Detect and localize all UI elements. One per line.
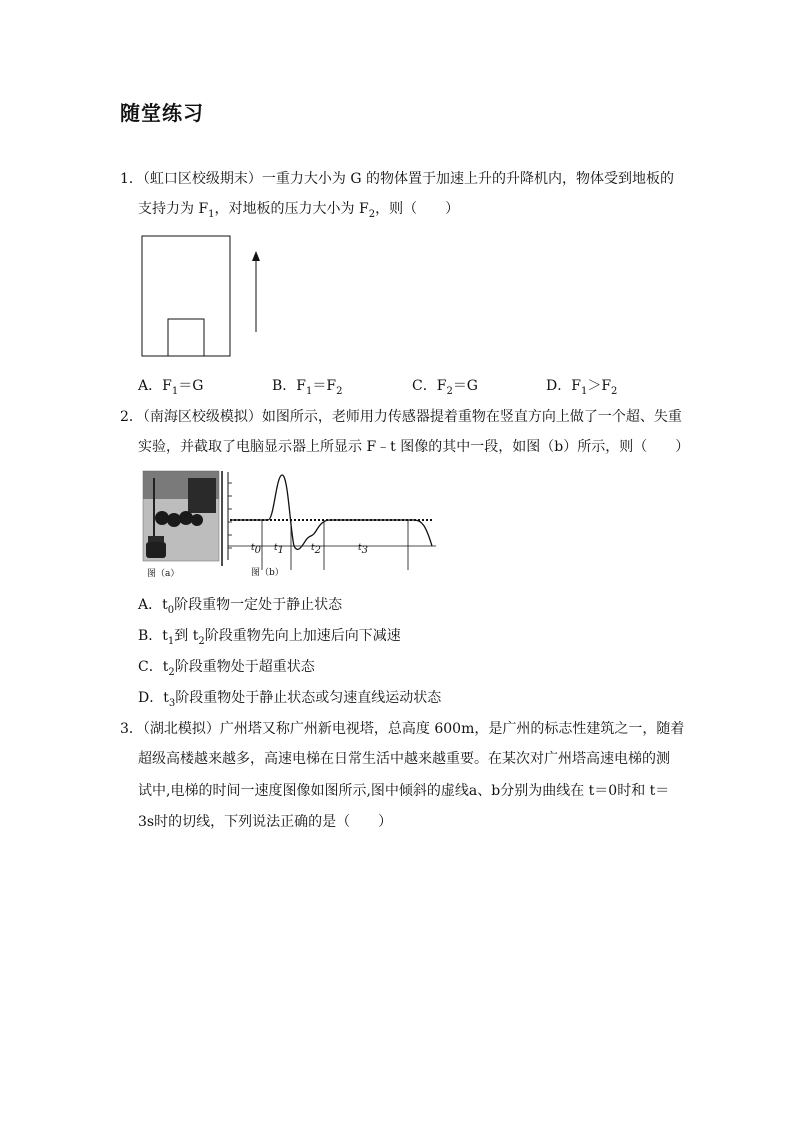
q2-t1-label: $t_1$ (274, 543, 284, 556)
q2-force-time-figure (140, 468, 440, 582)
q2-option-d[interactable]: D．$t_3$阶段重物处于静止状态或匀速直线运动状态 (138, 690, 442, 709)
section-title: 随堂练习 (120, 101, 204, 125)
q3-stem-line4: 3s时的切线，下列说法正确的是（ ） (138, 814, 393, 830)
q1-stem-line2: 支持力为 $F_1$，对地板的压力大小为 $F_2$，则（ ） (138, 201, 460, 220)
q1-option-c[interactable]: C．$F_2=G$ (412, 378, 478, 397)
q3-stem-line1: 3．（湖北模拟）广州塔又称广州新电视塔，总高度 600m，是广州的标志性建筑之一，随着 (120, 721, 685, 737)
q2-fig-b-label: 图（b） (251, 568, 284, 578)
q3-stem-line2: 超级高楼越来越多，高速电梯在日常生活中越来越重要。在某次对广州塔高速电梯的测 (138, 751, 670, 767)
q1-option-a[interactable]: A．$F_1=G$ (138, 378, 204, 397)
q2-option-b[interactable]: B．$t_1$到 $t_2$阶段重物先向上加速后向下减速 (138, 628, 401, 647)
q2-fig-a-label: 图（a） (147, 569, 180, 579)
q1-stem-line1: 1．（虹口区校级期末）一重力大小为 G 的物体置于加速上升的升降机内，物体受到地板的 (120, 171, 674, 187)
q2-option-c[interactable]: C．$t_2$阶段重物处于超重状态 (138, 659, 315, 678)
elevator-box (142, 236, 230, 356)
q1-option-b[interactable]: B．$F_1=F_2$ (272, 378, 343, 397)
q2-stem-line1: 2．（南海区校级模拟）如图所示，老师用力传感器提着重物在竖直方向上做了一个超、失重 (120, 409, 682, 425)
q2-t2-label: $t_2$ (311, 543, 321, 556)
q2-t3-label: $t_3$ (358, 543, 368, 556)
up-arrow-icon (252, 251, 260, 261)
q1-option-d[interactable]: D．$F_1>F_2$ (546, 378, 618, 397)
sensor-photo (143, 471, 219, 561)
q3-stem-line3: 试中,电梯的时间一速度图像如图所示,图中倾斜的虚线a、b分别为曲线在 t＝0时和 t＝ (138, 783, 670, 799)
q2-option-a[interactable]: A．$t_0$阶段重物一定处于静止状态 (138, 597, 343, 616)
q1-elevator-figure (140, 234, 270, 360)
q2-t0-label: $t_0$ (251, 543, 261, 556)
q2-stem-line2: 实验，并截取了电脑显示器上所显示 F﹣t 图像的其中一段，如图（b）所示，则（ ） (138, 439, 690, 455)
object-box (168, 319, 204, 356)
